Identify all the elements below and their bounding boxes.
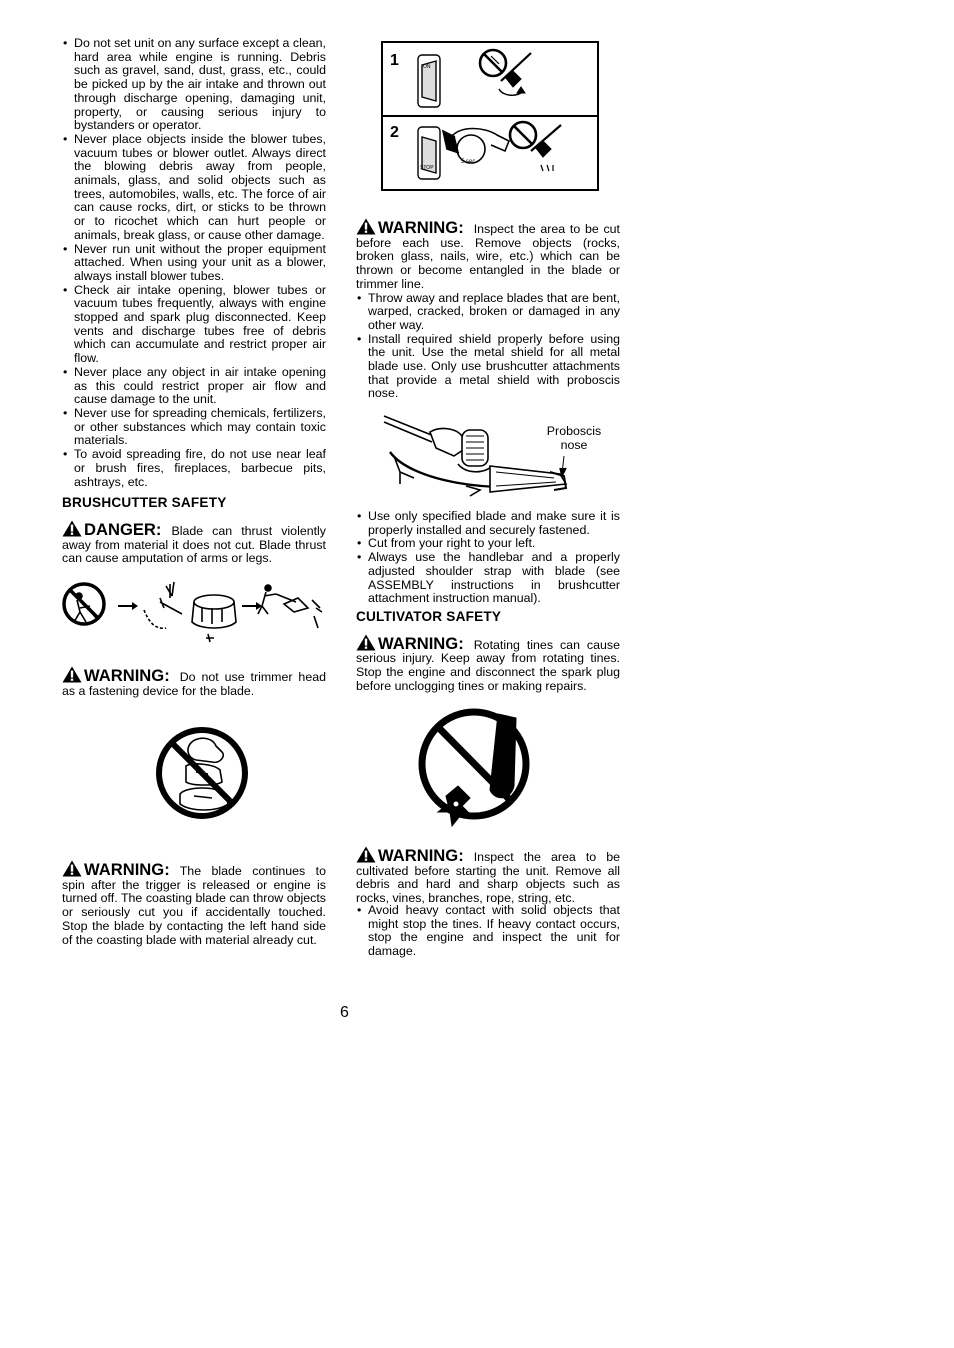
on-label: ON xyxy=(423,64,431,70)
panel-2-number: 2 xyxy=(390,124,399,141)
cultivator-inspect-warning xyxy=(356,846,620,906)
warning-triangle-icon xyxy=(356,846,376,863)
list-item: • Never place any object in air intake opening as this could restrict proper air flow and cause damage to the unit. xyxy=(62,366,326,407)
list-item: • Check air intake opening, blower tubes or vacuum tubes frequently, always with engine stopped and spark plug disconnected. Keep vents and discharge tubes free of debris which can accumulate and restrict proper air flow. xyxy=(62,284,326,366)
left-column xyxy=(62,37,326,566)
cultivator-safety-list xyxy=(356,904,620,959)
list-item: • Cut from your right to your left. xyxy=(356,537,620,551)
danger-label: DANGER: xyxy=(84,519,162,539)
cultivator-bullets xyxy=(356,904,620,959)
warning-label: WARNING: xyxy=(378,846,464,865)
seconds-label: 5 sec. xyxy=(461,159,478,165)
list-item: • To avoid spreading fire, do not use near leaf or brush fires, fireplaces, barbecue pits, ashtrays, etc. xyxy=(62,448,326,489)
warning-text: Inspect the area to be cut before each use. Remove objects (rocks, broken glass, nails, wire, etc.) which can be thrown or become entangled in the blade or trimmer line. xyxy=(356,222,620,291)
danger-text: Blade can thrust violently away from material it does not cut. Blade thrust can cause amputation of arms or legs. xyxy=(62,523,326,566)
warning-triangle-icon xyxy=(356,634,376,651)
list-item: • Never run unit without the proper equipment attached. When using your unit as a blower, always install blower tubes. xyxy=(62,243,326,284)
list-item: • Do not set unit on any surface except a clean, hard area while engine is running. Debris such as gravel, sand, dust, grass, etc., could be picked up by the air intake and thrown out through discharge opening, damaging unit, property, or causing serious injury to bystanders or operator. xyxy=(62,37,326,133)
danger-paragraph xyxy=(62,520,326,566)
list-item: • Never place objects inside the blower tubes, vacuum tubes or blower outlet. Always direct the blowing debris away from people, animals, glass, and solid objects such as trees, automobiles, walls, etc. The force of air can cause rocks, dirt, or sticks to be thrown or to ricochet which can hurt people or animals, break glass, or cause other damage. xyxy=(62,133,326,243)
list-item: • Always use the handlebar and a properly adjusted shoulder strap with blade (see ASSEMBLY instructions in brushcutter attachment instruction manual). xyxy=(356,551,620,606)
list-item: • Install required shield properly before using the unit. Use the metal shield for all metal blade use. Only use brushcutter attachments that provide a metal shield with proboscis nose. xyxy=(356,333,620,402)
blade-thrust-illustration xyxy=(62,578,326,644)
rotating-tines-warning xyxy=(356,634,620,694)
list-item: • Never use for spreading chemicals, fertilizers, or other substances which may contain toxic materials. xyxy=(62,407,326,448)
stop-label: STOP xyxy=(420,165,434,171)
list-item: • Throw away and replace blades that are bent, warped, cracked, broken or damaged in any other way. xyxy=(356,292,620,333)
cultivator-safety-heading: CULTIVATOR SAFETY xyxy=(356,608,502,624)
callout-line-1: Proboscis xyxy=(546,424,602,438)
warning-text: Inspect the area to be cultivated before starting the unit. Remove all debris and hard and sharp objects such as rocks, vines, branches, rope, string, etc. xyxy=(356,850,620,906)
trimmer-head-warning xyxy=(62,666,326,698)
warning-text: Do not use trimmer head as a fastening device for the blade. xyxy=(62,670,326,698)
warning-label: WARNING: xyxy=(378,633,464,653)
right-column-top xyxy=(356,218,620,401)
no-hands-near-tines-illustration xyxy=(418,694,530,834)
callout-line-2: nose xyxy=(560,437,588,452)
coasting-blade-warning xyxy=(62,860,326,947)
warning-text: The blade continues to spin after the trigger is released or engine is turned off. The coasting blade can throw objects or seriously cut you if accidentally touched. Stop the blade by contacting the left hand side of the coasting blade with material already cut. xyxy=(62,864,326,947)
page-number: 6 xyxy=(340,1004,349,1021)
inspect-area-warning xyxy=(356,218,620,292)
proboscis-nose-callout xyxy=(536,425,612,452)
warning-label: WARNING: xyxy=(84,860,170,879)
stop-switch-figure xyxy=(381,41,599,191)
blade-safety-list xyxy=(356,292,620,402)
warning-label: WARNING: xyxy=(84,666,170,685)
warning-text: Rotating tines can cause serious injury. Keep away from rotating tines. Stop the engine and disconnect the spark plug before unclogging tines or making repairs. xyxy=(356,637,620,693)
no-trimmer-head-fastener-illustration xyxy=(156,712,248,834)
blower-safety-list xyxy=(62,37,326,489)
warning-triangle-icon xyxy=(356,218,376,235)
warning-triangle-icon xyxy=(62,520,82,537)
list-item: • Avoid heavy contact with solid objects that might stop the tines. If heavy contact occurs, stop the engine and inspect the unit for damage. xyxy=(356,904,620,959)
brushcutter-safety-heading: BRUSHCUTTER SAFETY xyxy=(62,495,227,511)
panel-1-number: 1 xyxy=(390,52,399,69)
right-column-middle xyxy=(356,510,620,693)
list-item: • Use only specified blade and make sure it is properly installed and securely fastened. xyxy=(356,510,620,537)
warning-triangle-icon xyxy=(62,666,82,683)
warning-triangle-icon xyxy=(62,860,82,877)
blade-usage-list xyxy=(356,510,620,606)
warning-label: WARNING: xyxy=(378,218,464,237)
